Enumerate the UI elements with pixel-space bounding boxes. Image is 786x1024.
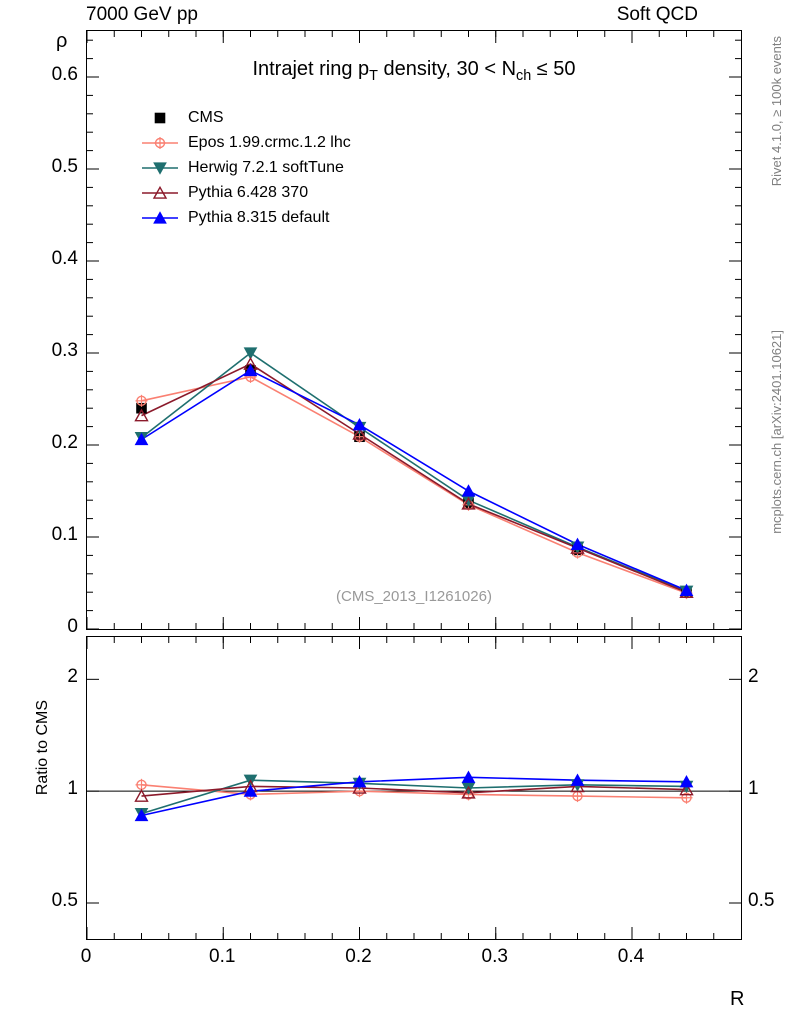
legend-marker-icon bbox=[140, 208, 180, 228]
chart-title-pre: Intrajet ring p bbox=[252, 58, 370, 80]
main-y-tick-label: 0.1 bbox=[51, 524, 78, 545]
analysis-id-watermark: (CMS_2013_I1261026) bbox=[336, 588, 492, 605]
legend-item bbox=[140, 105, 351, 130]
header-right-label: Soft QCD bbox=[616, 4, 698, 25]
main-y-tick-label: 0.4 bbox=[51, 248, 78, 269]
x-tick-label: 0 bbox=[80, 946, 92, 967]
legend-item-label: Epos 1.99.crmc.1.2 lhc bbox=[188, 133, 351, 151]
legend-marker-icon bbox=[140, 158, 180, 178]
ratio-y-tick-label-left: 0.5 bbox=[51, 889, 78, 911]
legend-item-label: Pythia 8.315 default bbox=[188, 208, 330, 226]
chart-title-sub-t: T bbox=[369, 68, 378, 84]
x-axis-title: R bbox=[730, 988, 745, 1010]
main-y-tick-label: 0.6 bbox=[51, 64, 78, 85]
legend-item bbox=[140, 205, 351, 230]
legend-marker-icon bbox=[140, 183, 180, 203]
legend-item bbox=[140, 155, 351, 180]
ratio-y-tick-label-left: 1 bbox=[67, 778, 78, 800]
header-left-label: 7000 GeV pp bbox=[86, 4, 198, 25]
ratio-plot-frame bbox=[86, 636, 742, 940]
ratio-y-tick-label-left: 2 bbox=[67, 666, 78, 688]
main-y-tick-label: 0 bbox=[67, 616, 78, 637]
legend-item-label: Herwig 7.2.1 softTune bbox=[188, 158, 344, 176]
ratio-y-tick-label-right: 0.5 bbox=[748, 889, 775, 911]
x-tick-label: 0.4 bbox=[617, 946, 645, 967]
main-y-tick-label: 0.3 bbox=[51, 340, 78, 361]
legend bbox=[140, 105, 351, 230]
y-axis-title: ρ bbox=[56, 30, 68, 52]
ratio-plot-canvas bbox=[87, 637, 741, 939]
chart-title-mid: density, 30 < N bbox=[377, 58, 517, 80]
x-tick-label: 0.2 bbox=[345, 946, 372, 967]
x-tick-label: 0.1 bbox=[209, 946, 236, 967]
legend-item bbox=[140, 130, 351, 155]
chart-title-sub-ch: ch bbox=[516, 68, 532, 84]
legend-item-label: Pythia 6.428 370 bbox=[188, 183, 309, 201]
legend-marker-icon bbox=[140, 108, 180, 128]
legend-marker-icon bbox=[140, 133, 180, 153]
main-y-tick-label: 0.5 bbox=[51, 156, 78, 177]
legend-item bbox=[140, 180, 351, 205]
main-y-tick-label: 0.2 bbox=[51, 432, 78, 453]
x-tick-label: 0.3 bbox=[481, 946, 508, 967]
ratio-axis-title: Ratio to CMS bbox=[34, 700, 51, 796]
legend-item-label: CMS bbox=[188, 108, 224, 126]
ratio-y-tick-label-right: 1 bbox=[748, 778, 759, 800]
rivet-version-label: Rivet 4.1.0, ≥ 100k events bbox=[769, 36, 784, 187]
chart-title-post: ≤ 50 bbox=[531, 58, 576, 80]
arxiv-reference-label: mcplots.cern.ch [arXiv:2401.10621] bbox=[769, 330, 784, 534]
ratio-y-tick-label-right: 2 bbox=[748, 666, 759, 688]
